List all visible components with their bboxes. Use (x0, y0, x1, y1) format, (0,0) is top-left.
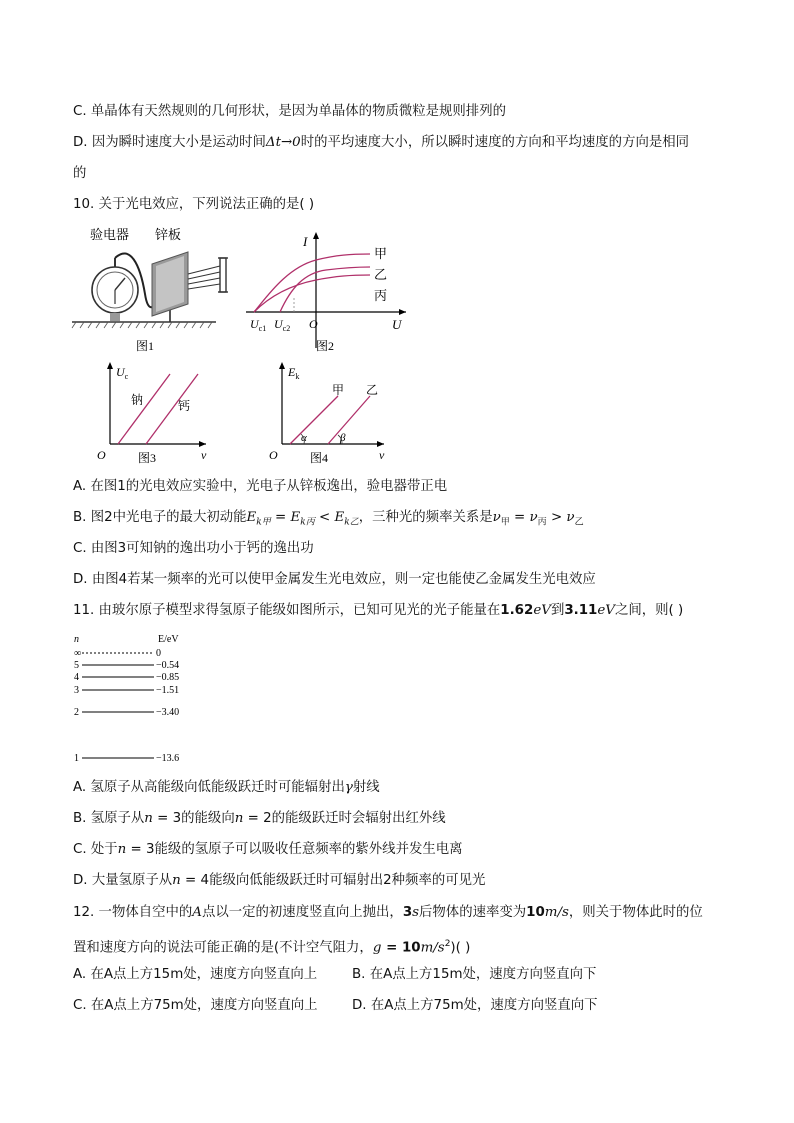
line-metal-jia (290, 396, 338, 444)
level-n-label: 1 (74, 753, 79, 764)
figure-1-caption: 图1 (136, 339, 155, 353)
angle-beta: β (340, 432, 346, 444)
axis-label-u: U (392, 317, 402, 332)
axis-label-uc: $U_c$ (116, 365, 129, 381)
option-10a: A. 在图1的光电效应实验中，光电子从锌板逸出，验电器带正电 (73, 479, 448, 494)
curve-yi (280, 267, 370, 312)
option-11b: B. 氢原子从n = 3的能级向n = 2的能级跃迁时会辐射出红外线 (73, 811, 446, 826)
label-sodium: 钠 (131, 393, 144, 407)
level-energy-label: −0.54 (156, 660, 180, 671)
level-n-label: ∞ (74, 648, 82, 659)
option-10d: D. 由图4若某一频率的光可以使甲金属发生光电效应，则一定也能使乙金属发生光电效应 (73, 572, 596, 587)
question-11-stem: 11. 由玻尔原子模型求得氢原子能级如图所示，已知可见光的光子能量在1.62eV到3.11eV之间，则( ) (73, 603, 684, 618)
level-energy-label: 0 (156, 648, 161, 659)
option-12d: D. 在A点上方75m处，速度方向竖直向下 (352, 998, 598, 1013)
axis-label-i: I (303, 234, 308, 249)
figure-3-stopping-voltage (94, 360, 224, 468)
label-metal-yi: 乙 (366, 383, 379, 397)
hydrogen-energy-level-diagram (72, 630, 202, 768)
option-12a: A. 在A点上方15m处，速度方向竖直向上 (73, 967, 318, 982)
figure-2-iv-curves (246, 228, 414, 356)
option-11d: D. 大量氢原子从n = 4能级向低能级跃迁时可辐射出2种频率的可见光 (73, 873, 486, 888)
series-label-bing: 丙 (374, 288, 388, 303)
figure-2-caption: 图2 (316, 339, 335, 353)
option-11a: A. 氢原子从高能级向低能级跃迁时可能辐射出γ射线 (73, 780, 380, 795)
question-12-stem-line-2: 置和速度方向的说法可能正确的是(不计空气阻力，$g = 10m/s^2$)( ) (73, 939, 471, 956)
origin-label: O (309, 317, 318, 331)
angle-alpha: α (301, 432, 307, 444)
figure-4-caption: 图4 (310, 451, 329, 465)
option-9c: C. 单晶体有天然规则的几何形状，是因为单晶体的物质微粒是规则排列的 (73, 104, 506, 119)
label-uc2: $U_{c2}$ (274, 317, 291, 333)
option-12c: C. 在A点上方75m处，速度方向竖直向上 (73, 998, 318, 1013)
curve-bing (254, 275, 370, 312)
label-calcium: 钙 (178, 399, 191, 413)
label-electroscope: 验电器 (90, 227, 130, 242)
axis-label-ek: $E_k$ (288, 365, 300, 381)
figure-3-caption: 图3 (138, 451, 157, 465)
level-energy-label: −3.40 (156, 707, 180, 718)
level-n-label: 4 (74, 672, 79, 683)
origin-label: O (269, 448, 278, 462)
level-energy-label: −1.51 (156, 685, 180, 696)
header-energy: E/eV (158, 634, 179, 645)
origin-label: O (97, 448, 106, 462)
figure-4-kinetic-energy (266, 360, 396, 468)
option-11c: C. 处于n = 3能级的氢原子可以吸收任意频率的紫外线并发生电离 (73, 842, 463, 857)
label-metal-jia: 甲 (332, 383, 345, 397)
question-12-stem-line-1: 12. 一物体自空中的A点以一定的初速度竖直向上抛出，3s后物体的速率变为10m/s，则关于物体此时的位 (73, 905, 703, 920)
line-metal-yi (328, 396, 370, 444)
option-9d: D. 因为瞬时速度大小是运动时间Δt→0时的平均速度大小，所以瞬时速度的方向和平均速度的方向是相同 (73, 135, 690, 150)
line-calcium (146, 374, 198, 444)
axis-label-nu: ν (379, 448, 385, 462)
level-energy-label: −0.85 (156, 672, 180, 683)
header-n: n (74, 634, 79, 645)
uv-lamp (220, 258, 226, 292)
option-10c: C. 由图3可知钠的逸出功小于钙的逸出功 (73, 541, 314, 556)
axis-label-nu: ν (201, 448, 207, 462)
level-n-label: 3 (74, 685, 79, 696)
series-label-yi: 乙 (374, 267, 388, 282)
question-10-stem: 10. 关于光电效应，下列说法正确的是( ) (73, 197, 315, 212)
option-12b: B. 在A点上方15m处，速度方向竖直向下 (352, 967, 597, 982)
label-zinc-plate: 锌板 (155, 227, 182, 242)
option-9d-continued: 的 (73, 166, 87, 181)
level-energy-label: −13.6 (156, 753, 180, 764)
label-uc1: $U_{c1}$ (250, 317, 267, 333)
option-10b: B. 图2中光电子的最大初动能$E_{k甲} = E_{k丙} < E_{k乙}$，三种光的频率关系是$\nu_甲 = \nu_丙 > \nu_乙$ (73, 510, 584, 528)
level-n-label: 2 (74, 707, 79, 718)
figure-1-photoelectric-setup (70, 224, 240, 356)
line-sodium (118, 374, 170, 444)
series-label-jia: 甲 (374, 246, 388, 261)
level-n-label: 5 (74, 660, 79, 671)
curve-jia (254, 254, 370, 312)
